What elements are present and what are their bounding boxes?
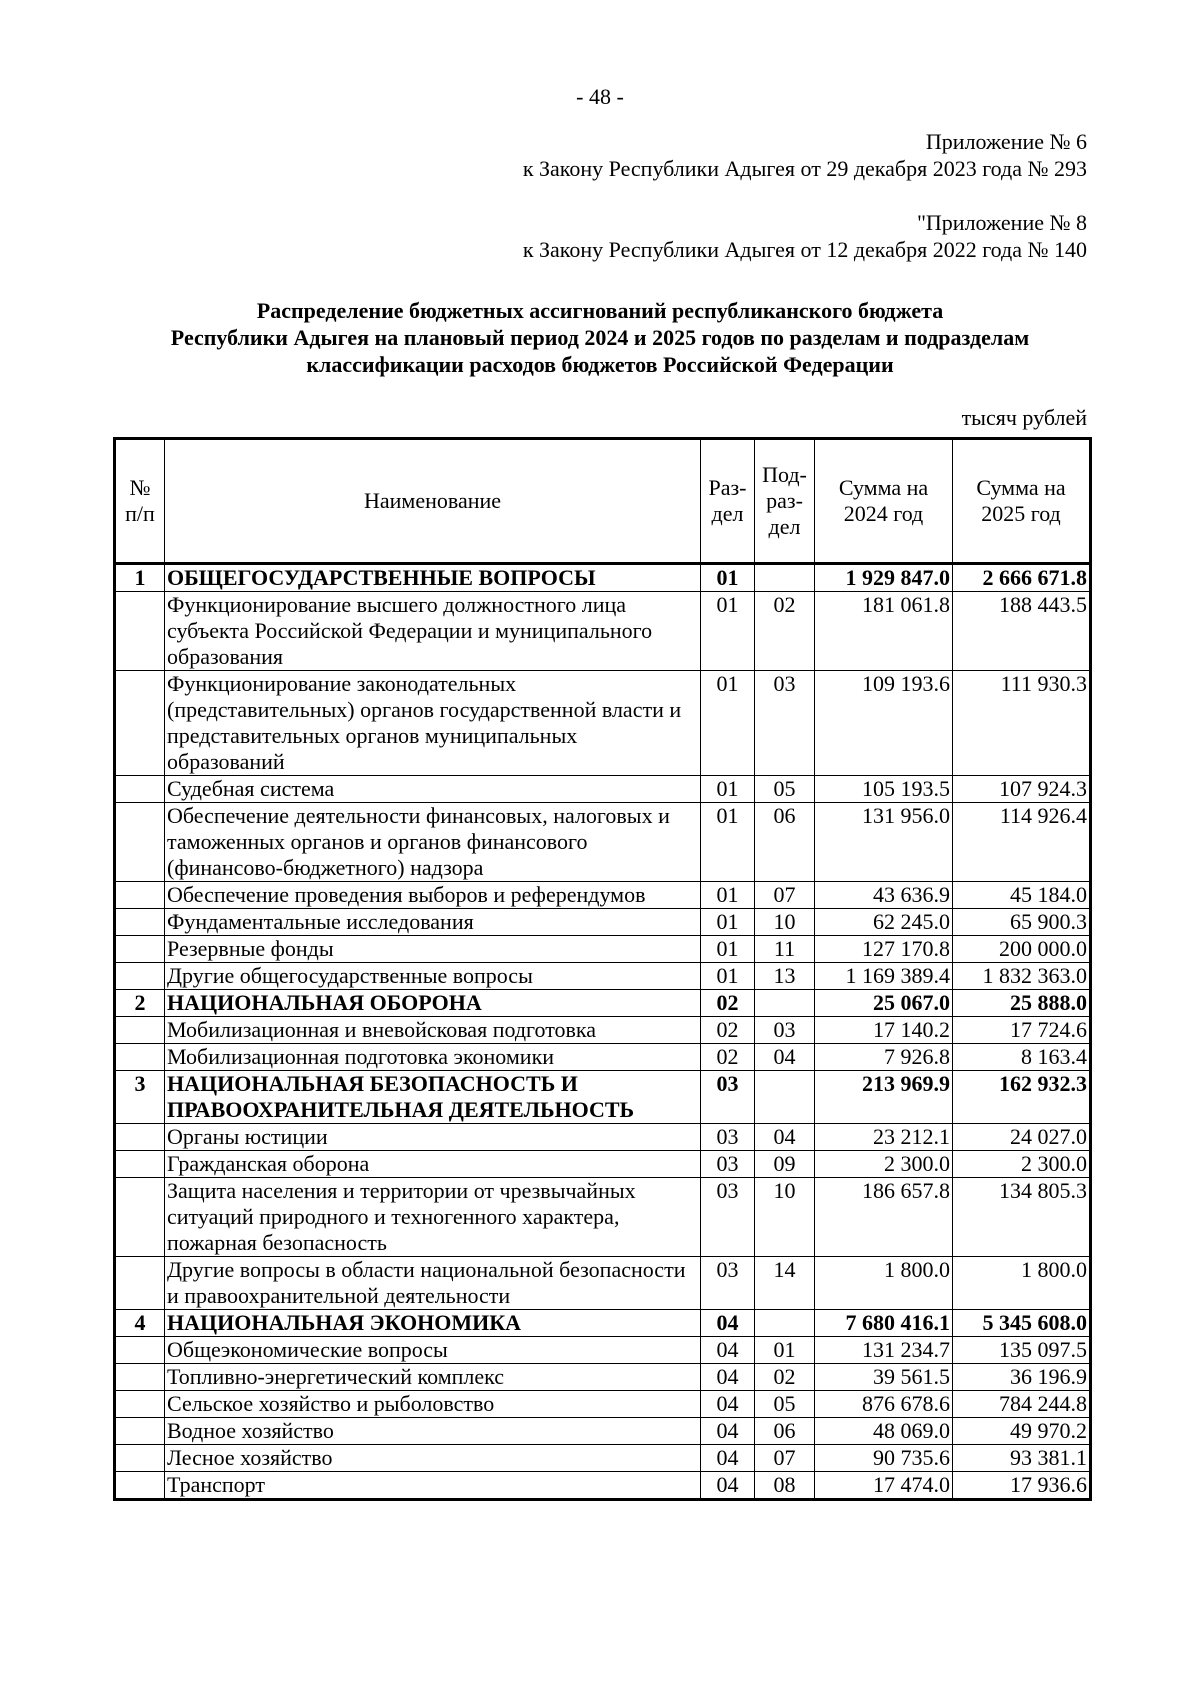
row-name-cell: Водное хозяйство	[165, 1418, 701, 1445]
row-sum-2025-cell: 135 097.5	[953, 1337, 1091, 1364]
annex-amended-number: "Приложение № 8	[916, 210, 1087, 235]
table-row	[115, 1151, 1091, 1178]
row-name-cell: Обеспечение проведения выборов и референдумов	[165, 882, 701, 909]
document-title	[90, 297, 1110, 378]
header-subsection: Под- раз- дел	[755, 439, 815, 564]
row-sum-2025-cell: 162 932.3	[953, 1071, 1091, 1124]
row-number-cell	[115, 776, 165, 803]
row-section-cell: 04	[701, 1472, 755, 1500]
row-subsection-cell: 07	[755, 1445, 815, 1472]
row-subsection-cell: 02	[755, 1364, 815, 1391]
row-section-cell: 03	[701, 1257, 755, 1310]
page-number: - 48 -	[576, 84, 624, 109]
row-subsection-cell: 06	[755, 1418, 815, 1445]
row-number-cell	[115, 1257, 165, 1310]
row-sum-2025-cell: 188 443.5	[953, 592, 1091, 671]
row-sum-2024-cell: 7 926.8	[815, 1044, 953, 1071]
row-section-cell: 03	[701, 1178, 755, 1257]
table-row	[115, 882, 1091, 909]
row-sum-2024-cell: 213 969.9	[815, 1071, 953, 1124]
row-sum-2025-cell: 8 163.4	[953, 1044, 1091, 1071]
row-sum-2025-cell: 200 000.0	[953, 936, 1091, 963]
table-row	[115, 1445, 1091, 1472]
row-sum-2024-cell: 39 561.5	[815, 1364, 953, 1391]
row-sum-2024-cell: 1 929 847.0	[815, 564, 953, 592]
row-number-cell	[115, 671, 165, 776]
table-row	[115, 1257, 1091, 1310]
row-subsection-cell: 10	[755, 909, 815, 936]
row-sum-2025-cell: 114 926.4	[953, 803, 1091, 882]
row-sum-2024-cell: 1 169 389.4	[815, 963, 953, 990]
row-name-cell: Мобилизационная и вневойсковая подготовка	[165, 1017, 701, 1044]
table-row	[115, 592, 1091, 671]
row-number-cell	[115, 1391, 165, 1418]
row-number-cell: 4	[115, 1310, 165, 1337]
table-row	[115, 1178, 1091, 1257]
row-sum-2025-cell: 1 800.0	[953, 1257, 1091, 1310]
row-name-cell: Органы юстиции	[165, 1124, 701, 1151]
row-sum-2025-cell: 2 300.0	[953, 1151, 1091, 1178]
budget-table	[113, 437, 1092, 1501]
row-sum-2024-cell: 876 678.6	[815, 1391, 953, 1418]
row-number-cell	[115, 936, 165, 963]
row-subsection-cell: 05	[755, 776, 815, 803]
row-number-cell	[115, 1151, 165, 1178]
table-body	[115, 564, 1091, 1500]
table-row	[115, 803, 1091, 882]
table-row	[115, 1337, 1091, 1364]
row-subsection-cell: 04	[755, 1124, 815, 1151]
annex-current-law: к Закону Республики Адыгея от 29 декабря 2023 года № 293	[522, 156, 1087, 181]
header-name: Наименование	[165, 439, 701, 564]
row-name-cell: Судебная система	[165, 776, 701, 803]
units-label: тысяч рублей	[961, 405, 1087, 430]
row-sum-2025-cell: 49 970.2	[953, 1418, 1091, 1445]
table-row	[115, 1418, 1091, 1445]
table-row	[115, 1124, 1091, 1151]
row-section-cell: 04	[701, 1418, 755, 1445]
row-number-cell	[115, 1472, 165, 1500]
row-name-cell: Функционирование высшего должностного лица субъекта Российской Федерации и муниципального образования	[165, 592, 701, 671]
row-number-cell	[115, 1044, 165, 1071]
annex-current	[523, 128, 1087, 182]
row-subsection-cell: 03	[755, 1017, 815, 1044]
row-section-cell: 03	[701, 1124, 755, 1151]
row-sum-2024-cell: 23 212.1	[815, 1124, 953, 1151]
annex-amended-law: к Закону Республики Адыгея от 12 декабря 2022 года № 140	[522, 237, 1087, 262]
row-section-cell: 01	[701, 803, 755, 882]
row-number-cell	[115, 909, 165, 936]
row-number-cell: 1	[115, 564, 165, 592]
row-section-cell: 04	[701, 1391, 755, 1418]
table-row	[115, 963, 1091, 990]
header-num: № п/п	[115, 439, 165, 564]
row-sum-2024-cell: 131 956.0	[815, 803, 953, 882]
row-subsection-cell: 02	[755, 592, 815, 671]
row-sum-2024-cell: 181 061.8	[815, 592, 953, 671]
row-sum-2024-cell: 7 680 416.1	[815, 1310, 953, 1337]
table-row	[115, 1017, 1091, 1044]
row-sum-2025-cell: 45 184.0	[953, 882, 1091, 909]
row-sum-2025-cell: 93 381.1	[953, 1445, 1091, 1472]
annex-current-number: Приложение № 6	[925, 129, 1087, 154]
row-sum-2024-cell: 25 067.0	[815, 990, 953, 1017]
row-sum-2025-cell: 36 196.9	[953, 1364, 1091, 1391]
row-subsection-cell: 14	[755, 1257, 815, 1310]
row-name-cell: Фундаментальные исследования	[165, 909, 701, 936]
row-sum-2025-cell: 1 832 363.0	[953, 963, 1091, 990]
row-section-cell: 02	[701, 1044, 755, 1071]
row-number-cell	[115, 1124, 165, 1151]
row-subsection-cell: 03	[755, 671, 815, 776]
row-number-cell: 3	[115, 1071, 165, 1124]
row-section-cell: 03	[701, 1151, 755, 1178]
row-number-cell: 2	[115, 990, 165, 1017]
row-name-cell: Общеэкономические вопросы	[165, 1337, 701, 1364]
row-name-cell: НАЦИОНАЛЬНАЯ ЭКОНОМИКА	[165, 1310, 701, 1337]
row-sum-2024-cell: 90 735.6	[815, 1445, 953, 1472]
row-section-cell: 04	[701, 1364, 755, 1391]
row-sum-2025-cell: 25 888.0	[953, 990, 1091, 1017]
row-subsection-cell: 04	[755, 1044, 815, 1071]
table-row	[115, 564, 1091, 592]
row-section-cell: 04	[701, 1337, 755, 1364]
row-section-cell: 01	[701, 909, 755, 936]
row-name-cell: Транспорт	[165, 1472, 701, 1500]
table-row	[115, 990, 1091, 1017]
row-number-cell	[115, 1337, 165, 1364]
row-section-cell: 01	[701, 882, 755, 909]
row-name-cell: Мобилизационная подготовка экономики	[165, 1044, 701, 1071]
row-sum-2024-cell: 48 069.0	[815, 1418, 953, 1445]
row-subsection-cell: 13	[755, 963, 815, 990]
row-section-cell: 01	[701, 963, 755, 990]
row-sum-2024-cell: 131 234.7	[815, 1337, 953, 1364]
row-sum-2025-cell: 65 900.3	[953, 909, 1091, 936]
row-sum-2024-cell: 109 193.6	[815, 671, 953, 776]
row-name-cell: Гражданская оборона	[165, 1151, 701, 1178]
header-section: Раз- дел	[701, 439, 755, 564]
row-sum-2025-cell: 2 666 671.8	[953, 564, 1091, 592]
row-name-cell: Топливно-энергетический комплекс	[165, 1364, 701, 1391]
row-number-cell	[115, 963, 165, 990]
row-sum-2025-cell: 784 244.8	[953, 1391, 1091, 1418]
row-sum-2025-cell: 107 924.3	[953, 776, 1091, 803]
row-name-cell: Резервные фонды	[165, 936, 701, 963]
row-section-cell: 03	[701, 1071, 755, 1124]
table-header-row	[115, 439, 1091, 564]
table-row	[115, 1364, 1091, 1391]
row-subsection-cell: 09	[755, 1151, 815, 1178]
row-section-cell: 02	[701, 1017, 755, 1044]
row-subsection-cell: 11	[755, 936, 815, 963]
header-sum-2025: Сумма на 2025 год	[953, 439, 1091, 564]
row-number-cell	[115, 882, 165, 909]
row-sum-2024-cell: 186 657.8	[815, 1178, 953, 1257]
row-section-cell: 01	[701, 671, 755, 776]
row-name-cell: НАЦИОНАЛЬНАЯ БЕЗОПАСНОСТЬ И ПРАВООХРАНИТЕЛЬНАЯ ДЕЯТЕЛЬНОСТЬ	[165, 1071, 701, 1124]
row-subsection-cell	[755, 1310, 815, 1337]
row-sum-2025-cell: 111 930.3	[953, 671, 1091, 776]
row-sum-2025-cell: 17 936.6	[953, 1472, 1091, 1500]
row-sum-2024-cell: 43 636.9	[815, 882, 953, 909]
title-line-1: Распределение бюджетных ассигнований республиканского бюджета	[256, 298, 944, 323]
row-number-cell	[115, 592, 165, 671]
row-sum-2025-cell: 17 724.6	[953, 1017, 1091, 1044]
row-number-cell	[115, 1017, 165, 1044]
title-line-2: Республики Адыгея на плановый период 2024 и 2025 годов по разделам и подразделам	[170, 325, 1030, 350]
row-sum-2024-cell: 1 800.0	[815, 1257, 953, 1310]
row-number-cell	[115, 1418, 165, 1445]
table-row	[115, 936, 1091, 963]
row-subsection-cell: 05	[755, 1391, 815, 1418]
row-section-cell: 02	[701, 990, 755, 1017]
annex-amended	[523, 209, 1087, 263]
row-name-cell: Лесное хозяйство	[165, 1445, 701, 1472]
table-row	[115, 1472, 1091, 1500]
row-name-cell: ОБЩЕГОСУДАРСТВЕННЫЕ ВОПРОСЫ	[165, 564, 701, 592]
table-row	[115, 776, 1091, 803]
row-number-cell	[115, 1178, 165, 1257]
row-name-cell: Функционирование законодательных (представительных) органов государственной власти и представительных органов муниципальных образований	[165, 671, 701, 776]
row-name-cell: Обеспечение деятельности финансовых, налоговых и таможенных органов и органов финансового (финансово-бюджетного) надзора	[165, 803, 701, 882]
table-row	[115, 909, 1091, 936]
table-row	[115, 1391, 1091, 1418]
table-row	[115, 1310, 1091, 1337]
row-subsection-cell: 01	[755, 1337, 815, 1364]
row-subsection-cell	[755, 990, 815, 1017]
row-sum-2024-cell: 2 300.0	[815, 1151, 953, 1178]
row-subsection-cell	[755, 564, 815, 592]
row-sum-2025-cell: 134 805.3	[953, 1178, 1091, 1257]
table-row	[115, 1044, 1091, 1071]
row-sum-2024-cell: 17 140.2	[815, 1017, 953, 1044]
row-section-cell: 04	[701, 1445, 755, 1472]
table-row	[115, 671, 1091, 776]
row-name-cell: Сельское хозяйство и рыболовство	[165, 1391, 701, 1418]
header-sum-2024: Сумма на 2024 год	[815, 439, 953, 564]
row-subsection-cell: 06	[755, 803, 815, 882]
row-section-cell: 01	[701, 564, 755, 592]
row-section-cell: 01	[701, 936, 755, 963]
row-sum-2024-cell: 17 474.0	[815, 1472, 953, 1500]
table-row	[115, 1071, 1091, 1124]
row-sum-2024-cell: 62 245.0	[815, 909, 953, 936]
row-number-cell	[115, 1445, 165, 1472]
row-sum-2025-cell: 5 345 608.0	[953, 1310, 1091, 1337]
row-section-cell: 04	[701, 1310, 755, 1337]
row-subsection-cell: 08	[755, 1472, 815, 1500]
row-sum-2024-cell: 127 170.8	[815, 936, 953, 963]
row-name-cell: Другие вопросы в области национальной безопасности и правоохранительной деятельности	[165, 1257, 701, 1310]
row-sum-2025-cell: 24 027.0	[953, 1124, 1091, 1151]
row-number-cell	[115, 803, 165, 882]
row-section-cell: 01	[701, 776, 755, 803]
title-line-3: классификации расходов бюджетов Российской Федерации	[306, 352, 894, 377]
row-subsection-cell	[755, 1071, 815, 1124]
row-subsection-cell: 10	[755, 1178, 815, 1257]
row-section-cell: 01	[701, 592, 755, 671]
row-name-cell: Другие общегосударственные вопросы	[165, 963, 701, 990]
row-number-cell	[115, 1364, 165, 1391]
row-name-cell: НАЦИОНАЛЬНАЯ ОБОРОНА	[165, 990, 701, 1017]
row-name-cell: Защита населения и территории от чрезвычайных ситуаций природного и техногенного характера, пожарная безопасность	[165, 1178, 701, 1257]
row-sum-2024-cell: 105 193.5	[815, 776, 953, 803]
row-subsection-cell: 07	[755, 882, 815, 909]
